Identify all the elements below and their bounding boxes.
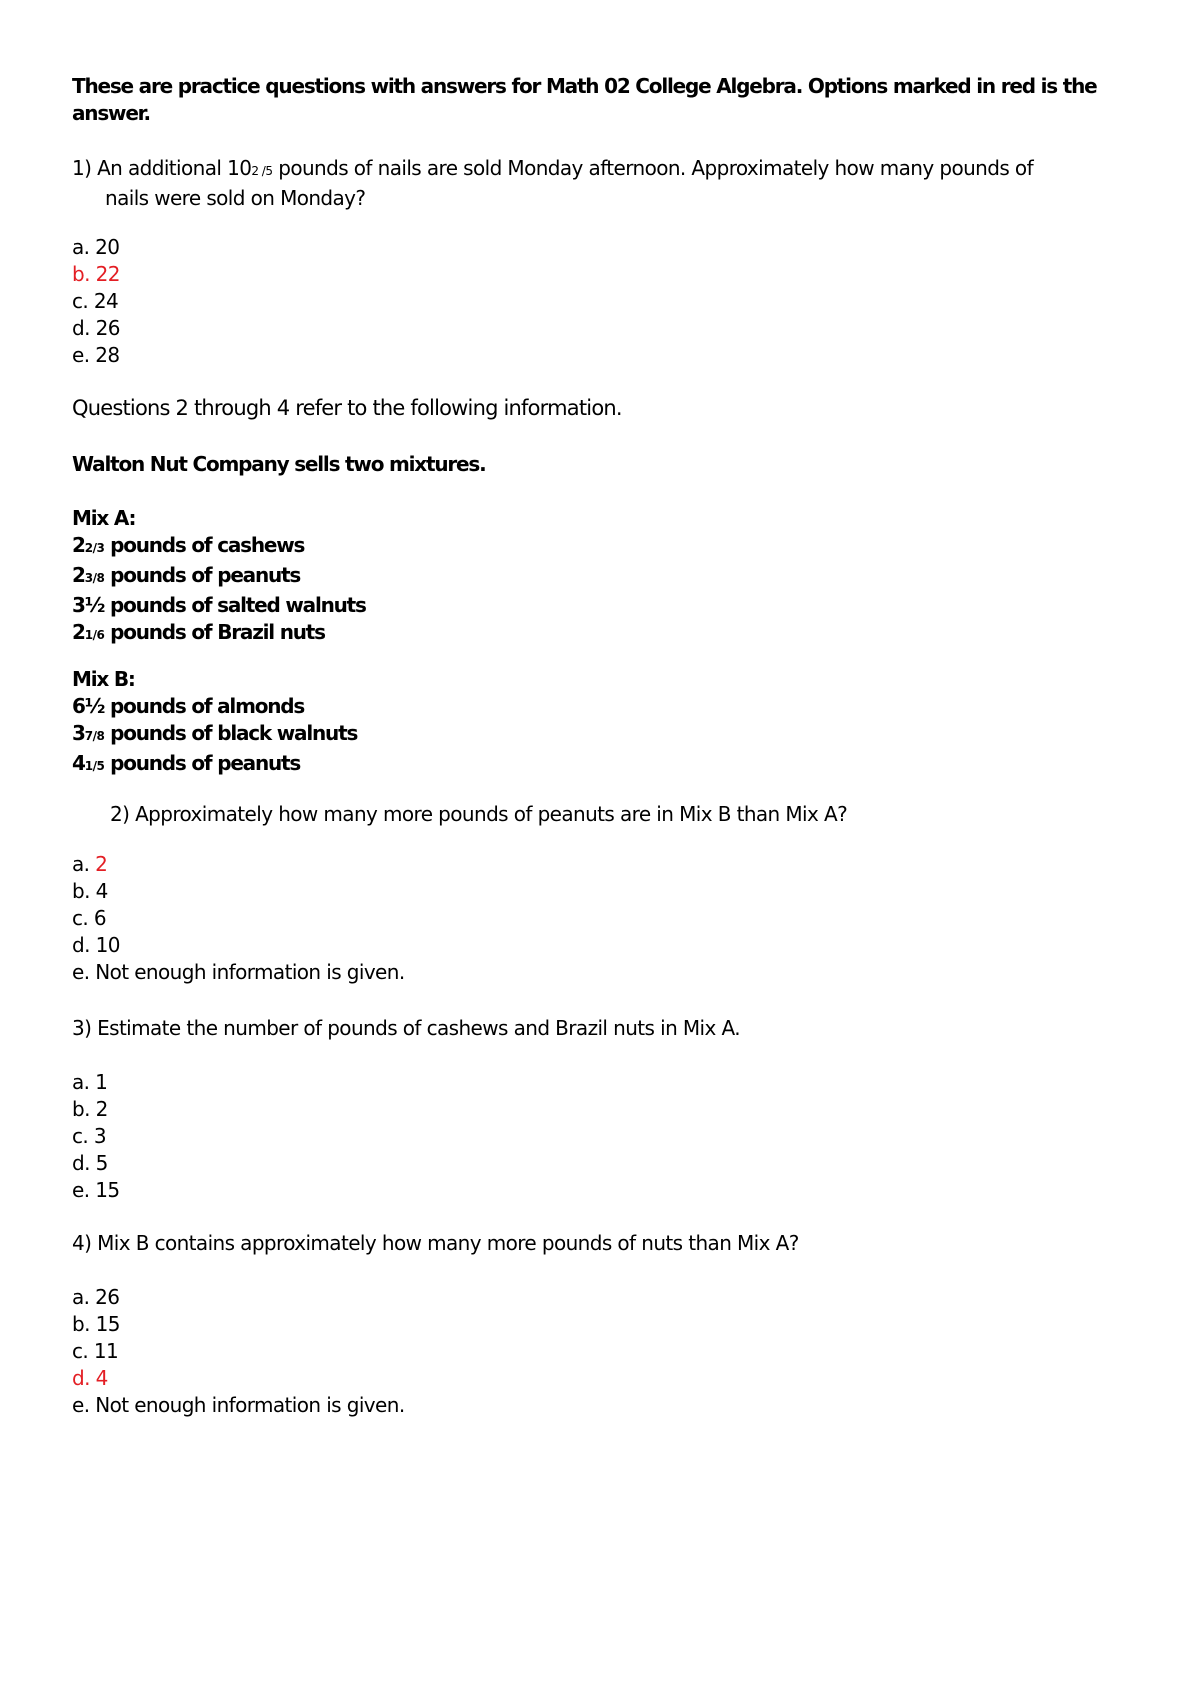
q2-option-e: e. Not enough information is given.: [72, 960, 405, 984]
q3-option-a: a. 1: [72, 1070, 108, 1094]
mix-a-item: 3½ pounds of salted walnuts: [72, 593, 366, 617]
intro-line-2: answer.: [72, 101, 150, 125]
question-1-line-1: [72, 155, 1122, 185]
q4-option-b: b. 15: [72, 1312, 120, 1336]
q3-option-c: c. 3: [72, 1124, 107, 1148]
question-1-text-b: pounds of nails are sold Monday afternoon. Approximately how many pounds of: [272, 156, 1034, 180]
mix-a-list: [72, 505, 1122, 649]
mix-a-item: 22/3 pounds of cashews: [72, 533, 305, 557]
question-3-options: [72, 1069, 1122, 1204]
question-3-text: 3) Estimate the number of pounds of cashews and Brazil nuts in Mix A.: [72, 1016, 740, 1040]
company-statement: Walton Nut Company sells two mixtures.: [72, 452, 486, 476]
question-1-options: [72, 234, 1122, 369]
mix-a-item: 23/8 pounds of peanuts: [72, 563, 301, 587]
mix-b-title: Mix B:: [72, 667, 135, 691]
question-1-number: 1): [72, 156, 92, 180]
q3-option-b: b. 2: [72, 1097, 108, 1121]
question-2-text: 2) Approximately how many more pounds of peanuts are in Mix B than Mix A?: [110, 802, 848, 826]
mix-b-item: 6½ pounds of almonds: [72, 694, 305, 718]
question-1: [72, 155, 1122, 212]
questions-2-4-heading: Questions 2 through 4 refer to the following information.: [72, 396, 622, 420]
q2-option-c: c. 6: [72, 906, 107, 930]
q1-option-a: a. 20: [72, 235, 120, 259]
question-2-options: [72, 851, 1122, 986]
question-1-text-a: An additional 10: [97, 156, 252, 180]
q1-option-d: d. 26: [72, 316, 120, 340]
q1-option-b-answer: b. 22: [72, 262, 120, 286]
q4-option-a: a. 26: [72, 1285, 120, 1309]
question-4-options: [72, 1284, 1122, 1419]
question-1-fraction: 2 /5: [251, 164, 273, 178]
q1-option-c: c. 24: [72, 289, 119, 313]
intro-paragraph: [72, 73, 1122, 127]
mix-b-list: [72, 666, 1122, 780]
q3-option-d: d. 5: [72, 1151, 108, 1175]
q4-option-e: e. Not enough information is given.: [72, 1393, 405, 1417]
q1-option-e: e. 28: [72, 343, 120, 367]
intro-line-1: These are practice questions with answers for Math 02 College Algebra. Options marked in red is the: [72, 74, 1097, 98]
q2-option-a-answer: 2: [95, 852, 108, 876]
q2-option-d: d. 10: [72, 933, 120, 957]
q4-option-c: c. 11: [72, 1339, 119, 1363]
q2-option-a: a. 2: [72, 852, 108, 876]
q3-option-e: e. 15: [72, 1178, 120, 1202]
mix-a-title: Mix A:: [72, 506, 136, 530]
mix-b-item: 37/8 pounds of black walnuts: [72, 721, 358, 745]
mix-a-item: 21/6 pounds of Brazil nuts: [72, 620, 325, 644]
mix-b-item: 41/5 pounds of peanuts: [72, 751, 301, 775]
q2-option-b: b. 4: [72, 879, 108, 903]
q4-option-d-answer: d. 4: [72, 1366, 108, 1390]
question-4-text: 4) Mix B contains approximately how many more pounds of nuts than Mix A?: [72, 1231, 799, 1255]
question-1-line-2: nails were sold on Monday?: [105, 186, 366, 210]
